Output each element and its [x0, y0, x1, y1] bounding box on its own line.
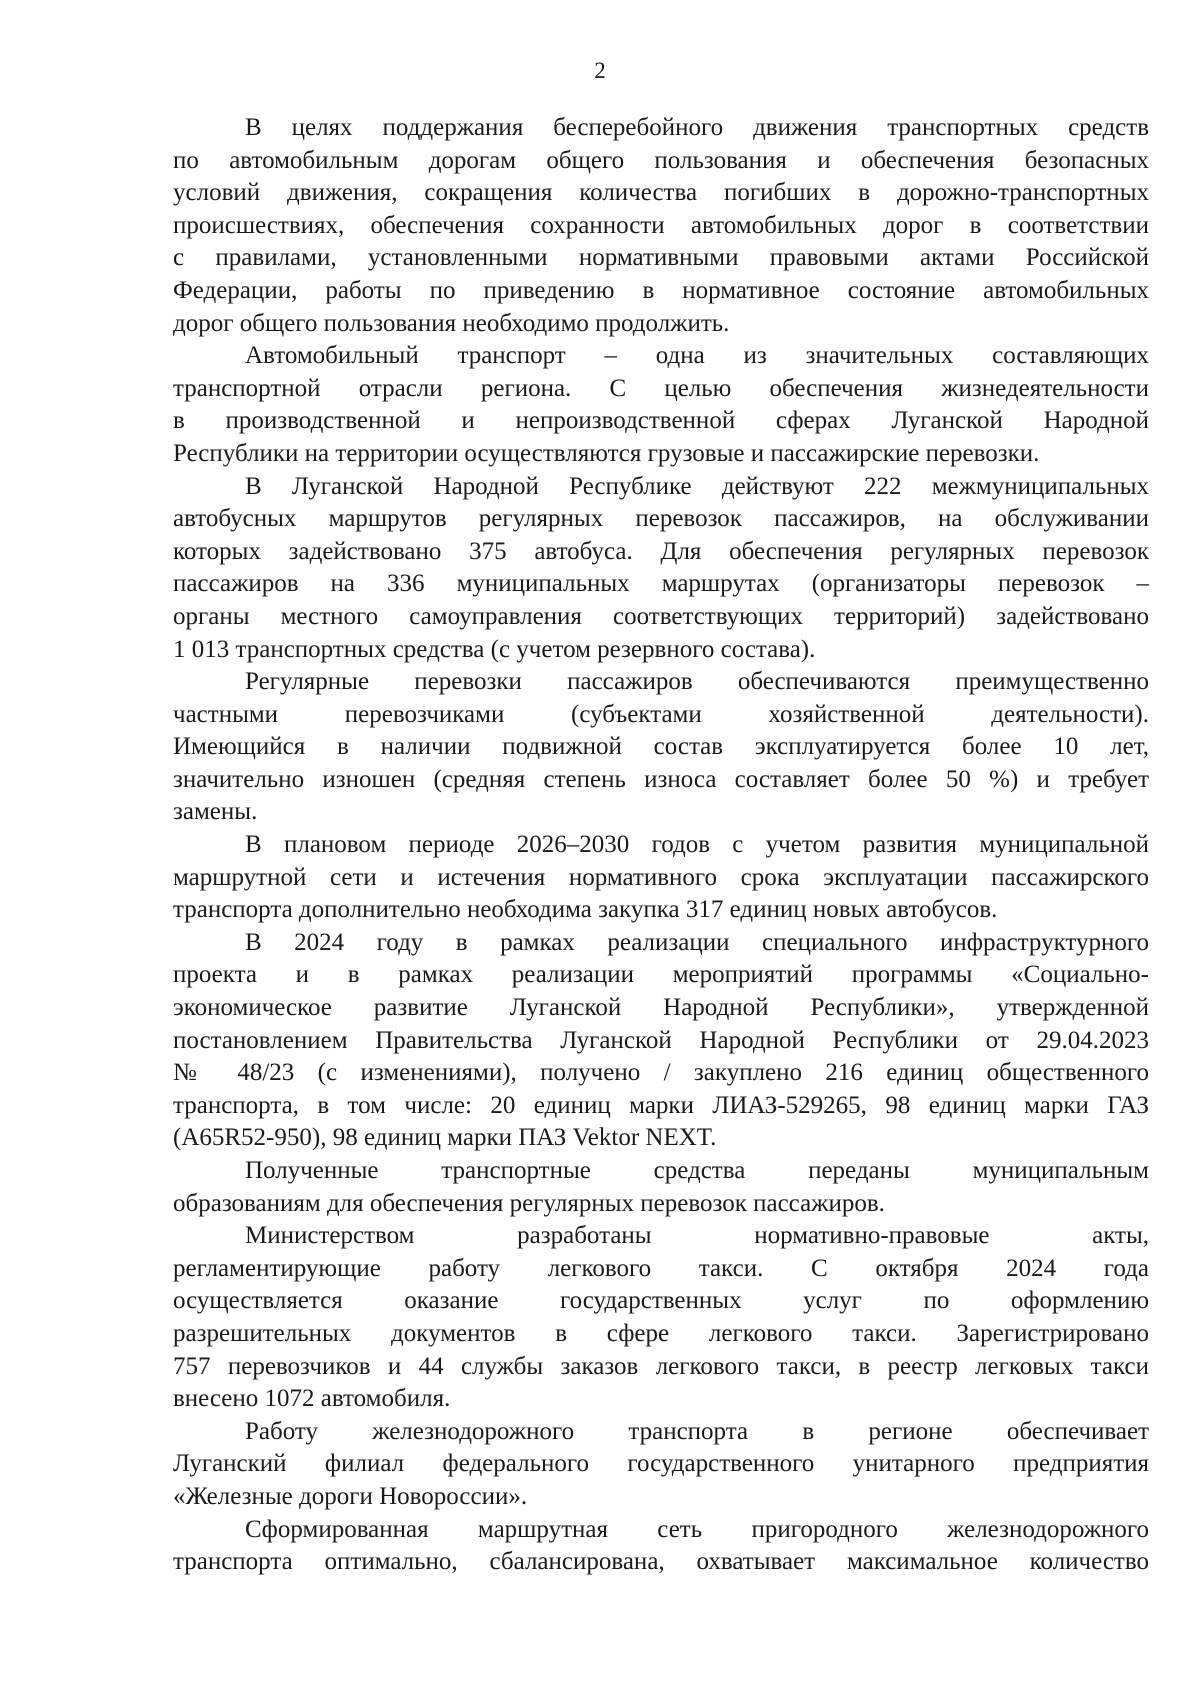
paragraph [173, 471, 1149, 667]
paragraph [173, 340, 1149, 470]
paragraph-line: условий движения, сокращения количества погибших в дорожно-транспортных [173, 179, 1149, 207]
paragraph-line: постановлением Правительства Луганской Народной Республики от 29.04.2023 [173, 1026, 1149, 1054]
paragraph-line: транспорта дополнительно необходима закупка 317 единиц новых автобусов. [173, 896, 998, 924]
paragraph-line: В Луганской Народной Республике действуют 222 межмуниципальных [245, 472, 1149, 500]
paragraph-line: внесено 1072 автомобиля. [173, 1385, 451, 1413]
paragraph-line: осуществляется оказание государственных услуг по оформлению [173, 1287, 1149, 1315]
paragraph-line: Луганский филиал федерального государственного унитарного предприятия [173, 1450, 1149, 1478]
document-body [173, 112, 1149, 1579]
paragraph-line: транспорта оптимально, сбалансирована, охватывает максимальное количество [173, 1548, 1149, 1576]
page-number: 2 [594, 58, 606, 83]
paragraph-line: образованиям для обеспечения регулярных перевозок пассажиров. [173, 1189, 885, 1217]
paragraph-line: автобусных маршрутов регулярных перевозок пассажиров, на обслуживании [173, 505, 1149, 533]
paragraph-line: Регулярные перевозки пассажиров обеспечиваются преимущественно [245, 668, 1149, 696]
paragraph-line: по автомобильным дорогам общего пользования и обеспечения безопасных [173, 146, 1149, 174]
paragraph-line: транспортной отрасли региона. С целью обеспечения жизнедеятельности [173, 374, 1149, 402]
paragraph [173, 1514, 1149, 1579]
paragraph-line: № 48/23 (с изменениями), получено / закуплено 216 единиц общественного [173, 1059, 1149, 1087]
paragraph-line: Полученные транспортные средства переданы муниципальным [245, 1157, 1149, 1184]
paragraph-line: пассажиров на 336 муниципальных маршрутах (организаторы перевозок – [173, 570, 1149, 598]
paragraph-line: частными перевозчиками (субъектами хозяйственной деятельности). [173, 700, 1149, 728]
paragraph [173, 927, 1149, 1155]
paragraph-line: органы местного самоуправления соответствующих территорий) задействовано [173, 602, 1149, 630]
paragraph-line: Работу железнодорожного транспорта в регионе обеспечивает [245, 1417, 1149, 1445]
paragraph-line: значительно изношен (средняя степень износа составляет более 50 %) и требует [173, 765, 1149, 793]
paragraph [173, 1155, 1149, 1220]
paragraph [173, 112, 1149, 340]
paragraph-line: происшествиях, обеспечения сохранности автомобильных дорог в соответствии [173, 211, 1149, 239]
paragraph-line: проекта и в рамках реализации мероприятий программы «Социально- [173, 961, 1149, 989]
paragraph-line: экономическое развитие Луганской Народной Республики», утвержденной [173, 994, 1149, 1022]
paragraph-line: 757 перевозчиков и 44 службы заказов легкового такси, в реестр легковых такси [173, 1352, 1149, 1380]
paragraph [173, 666, 1149, 829]
paragraph-line: «Железные дороги Новороссии». [173, 1482, 528, 1510]
paragraph [173, 829, 1149, 927]
paragraph-line: В плановом периоде 2026–2030 годов с учетом развития муниципальной [245, 831, 1149, 859]
paragraph [173, 1220, 1149, 1416]
paragraph [173, 1416, 1149, 1514]
paragraph-line: транспорта, в том числе: 20 единиц марки ЛИАЗ-529265, 98 единиц марки ГАЗ [173, 1091, 1149, 1119]
paragraph-line: дорог общего пользования необходимо продолжить. [173, 309, 730, 337]
paragraph-line: В целях поддержания бесперебойного движения транспортных средств [245, 114, 1149, 141]
paragraph-line: Автомобильный транспорт – одна из значительных составляющих [245, 342, 1149, 370]
paragraph-line: Федерации, работы по приведению в нормативное состояние автомобильных [173, 276, 1149, 304]
paragraph-line: в производственной и непроизводственной сферах Луганской Народной [173, 407, 1149, 435]
paragraph-line: Имеющийся в наличии подвижной состав эксплуатируется более 10 лет, [173, 733, 1149, 761]
paragraph-line: (А65R52-950), 98 единиц марки ПАЗ Vektor NEXT. [173, 1124, 717, 1152]
paragraph-line: Сформированная маршрутная сеть пригородного железнодорожного [245, 1515, 1149, 1543]
paragraph-line: 1 013 транспортных средства (с учетом резервного состава). [173, 635, 816, 663]
paragraph-line: маршрутной сети и истечения нормативного срока эксплуатации пассажирского [173, 863, 1149, 891]
paragraph-line: Республики на территории осуществляются грузовые и пассажирские перевозки. [173, 439, 1040, 467]
paragraph-line: замены. [173, 798, 258, 826]
paragraph-line: которых задействовано 375 автобуса. Для обеспечения регулярных перевозок [173, 537, 1149, 565]
paragraph-line: В 2024 году в рамках реализации специального инфраструктурного [245, 928, 1149, 956]
paragraph-line: с правилами, установленными нормативными правовыми актами Российской [173, 244, 1149, 272]
paragraph-line: Министерством разработаны нормативно-правовые акты, [245, 1222, 1149, 1250]
paragraph-line: разрешительных документов в сфере легкового такси. Зарегистрировано [173, 1319, 1149, 1347]
paragraph-line: регламентирующие работу легкового такси. С октября 2024 года [173, 1254, 1149, 1282]
